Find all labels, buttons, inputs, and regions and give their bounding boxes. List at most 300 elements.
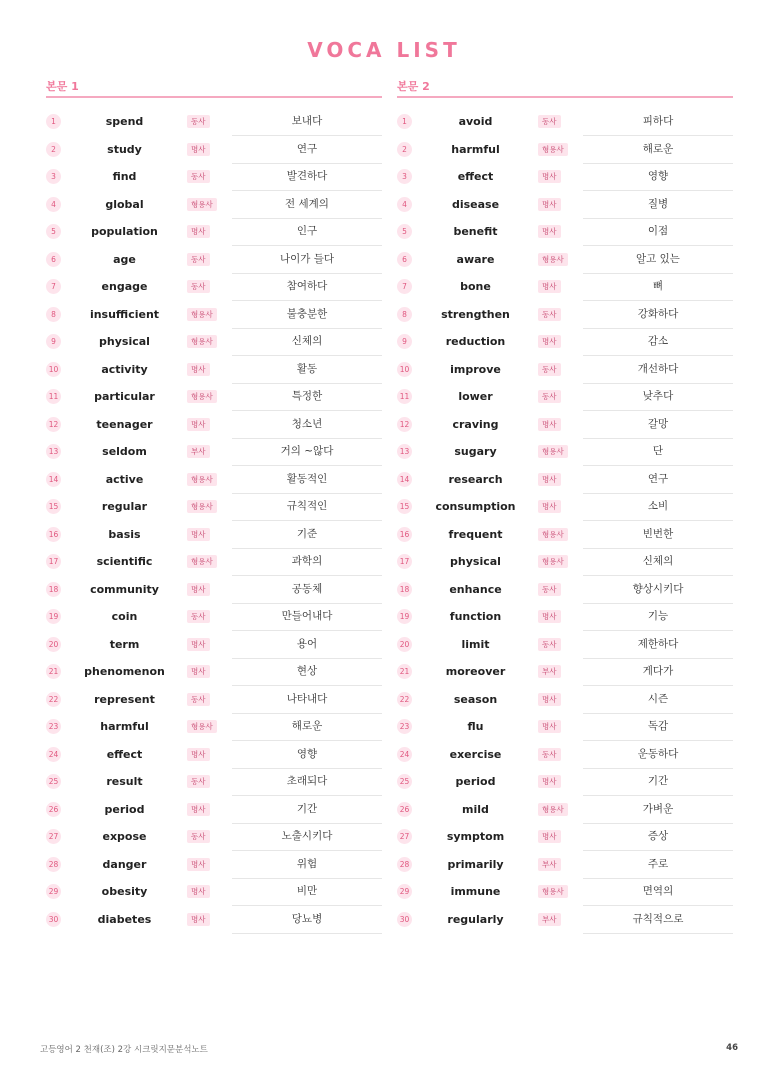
- part-of-speech-badge: 동사: [538, 748, 561, 761]
- vocab-meaning: 운동하다: [583, 741, 733, 769]
- vocab-row: [397, 906, 733, 934]
- part-of-speech-badge: 명사: [538, 500, 561, 513]
- vocab-word: disease: [451, 197, 500, 211]
- part-of-speech-badge: 형용사: [187, 308, 217, 321]
- part-of-speech-badge: 명사: [187, 583, 210, 596]
- vocab-meaning: 공동체: [232, 576, 382, 604]
- vocab-number: 20: [46, 637, 61, 652]
- vocab-row: [46, 246, 382, 274]
- vocab-word: danger: [102, 857, 147, 871]
- vocab-number: 4: [397, 197, 412, 212]
- vocab-meaning: 연구: [583, 466, 733, 494]
- vocab-number: 12: [46, 417, 61, 432]
- vocab-word: research: [448, 472, 503, 486]
- vocab-meaning: 나타내다: [232, 686, 382, 714]
- vocab-number: 23: [397, 719, 412, 734]
- vocab-word: spend: [105, 115, 144, 128]
- vocab-number: 17: [397, 554, 412, 569]
- vocab-number: 7: [46, 279, 61, 294]
- vocab-meaning: 초래되다: [232, 768, 382, 796]
- vocab-meaning: 활동적인: [232, 466, 382, 494]
- vocab-row: [46, 493, 382, 521]
- vocab-meaning: 시즌: [583, 686, 733, 714]
- vocab-number: 22: [397, 692, 412, 707]
- vocab-word: represent: [94, 692, 155, 706]
- vocab-number: 6: [46, 252, 61, 267]
- part-of-speech-badge: 명사: [187, 885, 210, 898]
- vocab-number: 1: [46, 114, 61, 129]
- vocab-word: aware: [456, 252, 495, 266]
- vocab-row: [46, 383, 382, 411]
- vocab-meaning: 강화하다: [583, 301, 733, 329]
- part-of-speech-badge: 동사: [187, 253, 210, 266]
- vocab-word: regularly: [447, 912, 504, 926]
- vocab-row: [397, 741, 733, 769]
- part-of-speech-badge: 형용사: [538, 253, 568, 266]
- vocab-number: 22: [46, 692, 61, 707]
- vocab-row: [397, 383, 733, 411]
- vocab-number: 4: [46, 197, 61, 212]
- part-of-speech-badge: 동사: [538, 638, 561, 651]
- vocab-row: [46, 631, 382, 659]
- vocab-meaning: 독감: [583, 713, 733, 741]
- vocab-number: 16: [397, 527, 412, 542]
- vocab-row: [46, 108, 382, 136]
- vocab-row: [397, 466, 733, 494]
- vocab-meaning: 피하다: [583, 108, 733, 136]
- vocab-row: [397, 493, 733, 521]
- vocab-word: teenager: [96, 417, 153, 431]
- vocab-word: activity: [101, 362, 148, 376]
- vocab-word: primarily: [447, 857, 504, 871]
- vocab-row: [397, 576, 733, 604]
- vocab-number: 9: [397, 334, 412, 349]
- vocab-meaning: 면역의: [583, 878, 733, 906]
- vocab-word: insufficient: [89, 307, 160, 321]
- part-of-speech-badge: 명사: [187, 528, 210, 541]
- vocab-row: [397, 713, 733, 741]
- vocab-row: [397, 191, 733, 219]
- vocab-word: strengthen: [441, 307, 510, 321]
- vocab-word: phenomenon: [84, 665, 165, 678]
- vocab-row: [46, 163, 382, 191]
- part-of-speech-badge: 명사: [187, 913, 210, 926]
- vocab-meaning: 특정한: [232, 383, 382, 411]
- vocab-row: [397, 851, 733, 879]
- vocab-word: benefit: [453, 225, 498, 238]
- vocab-row: [46, 356, 382, 384]
- part-of-speech-badge: 명사: [538, 225, 561, 238]
- vocab-number: 24: [46, 747, 61, 762]
- vocab-row: [397, 796, 733, 824]
- part-of-speech-badge: 형용사: [187, 555, 217, 568]
- vocab-word: period: [455, 775, 496, 788]
- vocab-row: [46, 191, 382, 219]
- vocab-word: immune: [450, 885, 501, 898]
- part-of-speech-badge: 명사: [538, 720, 561, 733]
- vocab-row: [46, 603, 382, 631]
- vocab-meaning: 질병: [583, 191, 733, 219]
- vocab-meaning: 향상시키다: [583, 576, 733, 604]
- vocab-row: [46, 658, 382, 686]
- vocab-number: 15: [397, 499, 412, 514]
- vocab-number: 29: [397, 884, 412, 899]
- vocab-number: 19: [397, 609, 412, 624]
- vocab-meaning: 비만: [232, 878, 382, 906]
- part-of-speech-badge: 명사: [538, 693, 561, 706]
- vocab-meaning: 기간: [583, 768, 733, 796]
- vocab-row: [46, 713, 382, 741]
- vocab-word: flu: [467, 720, 484, 733]
- vocab-meaning: 게다가: [583, 658, 733, 686]
- footer-book-title: 고등영어 2 천재(조) 2강 시크릿지문분석노트: [40, 1045, 208, 1055]
- vocab-word: physical: [450, 555, 501, 568]
- vocab-word: exercise: [449, 747, 502, 761]
- part-of-speech-badge: 형용사: [538, 143, 568, 156]
- vocab-row: [397, 411, 733, 439]
- part-of-speech-badge: 명사: [538, 280, 561, 293]
- vocab-word: scientific: [96, 555, 153, 568]
- part-of-speech-badge: 동사: [538, 390, 561, 403]
- vocab-word: consumption: [435, 500, 516, 513]
- vocab-meaning: 낮추다: [583, 383, 733, 411]
- vocab-row: [46, 273, 382, 301]
- vocab-row: [46, 301, 382, 329]
- vocab-row: [46, 576, 382, 604]
- vocab-meaning: 나이가 들다: [232, 246, 382, 274]
- vocab-number: 5: [397, 224, 412, 239]
- vocab-row: [46, 411, 382, 439]
- vocab-word: physical: [99, 335, 150, 348]
- part-of-speech-badge: 형용사: [187, 198, 217, 211]
- vocab-number: 18: [397, 582, 412, 597]
- vocab-meaning: 이점: [583, 218, 733, 246]
- vocab-meaning: 청소년: [232, 411, 382, 439]
- vocab-word: age: [113, 252, 136, 266]
- vocab-meaning: 주로: [583, 851, 733, 879]
- vocab-meaning: 제한하다: [583, 631, 733, 659]
- vocab-row: [46, 548, 382, 576]
- vocab-number: 13: [397, 444, 412, 459]
- vocab-number: 14: [397, 472, 412, 487]
- vocab-meaning: 인구: [232, 218, 382, 246]
- vocab-meaning: 전 세계의: [232, 191, 382, 219]
- vocab-number: 26: [397, 802, 412, 817]
- vocab-word: find: [112, 170, 137, 183]
- vocab-row: [46, 521, 382, 549]
- vocab-row: [46, 878, 382, 906]
- vocab-row: [397, 246, 733, 274]
- vocab-row: [46, 741, 382, 769]
- vocab-number: 10: [46, 362, 61, 377]
- vocab-word: global: [105, 197, 144, 211]
- vocab-number: 17: [46, 554, 61, 569]
- part-of-speech-badge: 부사: [187, 445, 210, 458]
- section-divider: [397, 96, 733, 98]
- part-of-speech-badge: 명사: [187, 858, 210, 871]
- vocab-number: 27: [397, 829, 412, 844]
- part-of-speech-badge: 동사: [187, 610, 210, 623]
- part-of-speech-badge: 부사: [538, 665, 561, 678]
- vocab-meaning: 신체의: [583, 548, 733, 576]
- vocab-word: season: [453, 692, 498, 706]
- vocab-row: [46, 218, 382, 246]
- vocab-number: 9: [46, 334, 61, 349]
- vocab-word: reduction: [445, 335, 506, 348]
- part-of-speech-badge: 형용사: [538, 555, 568, 568]
- part-of-speech-badge: 명사: [187, 638, 210, 651]
- vocab-number: 13: [46, 444, 61, 459]
- vocab-number: 21: [397, 664, 412, 679]
- part-of-speech-badge: 명사: [538, 198, 561, 211]
- vocab-word: effect: [106, 747, 143, 761]
- vocab-number: 11: [397, 389, 412, 404]
- vocab-word: symptom: [446, 830, 505, 843]
- vocab-number: 29: [46, 884, 61, 899]
- vocab-row: [397, 108, 733, 136]
- vocab-word: result: [106, 775, 143, 788]
- vocab-number: 24: [397, 747, 412, 762]
- vocab-meaning: 갈망: [583, 411, 733, 439]
- vocab-row: [46, 768, 382, 796]
- part-of-speech-badge: 명사: [187, 363, 210, 376]
- vocab-number: 6: [397, 252, 412, 267]
- part-of-speech-badge: 형용사: [187, 335, 217, 348]
- section-1: [46, 79, 382, 933]
- part-of-speech-badge: 동사: [538, 363, 561, 376]
- vocab-number: 30: [46, 912, 61, 927]
- vocab-number: 2: [397, 142, 412, 157]
- part-of-speech-badge: 명사: [538, 473, 561, 486]
- vocab-word: mild: [462, 802, 489, 816]
- vocab-meaning: 기준: [232, 521, 382, 549]
- vocab-row: [46, 438, 382, 466]
- vocab-row: [46, 823, 382, 851]
- part-of-speech-badge: 형용사: [187, 390, 217, 403]
- vocab-meaning: 뼈: [583, 273, 733, 301]
- vocab-number: 30: [397, 912, 412, 927]
- vocab-meaning: 과학의: [232, 548, 382, 576]
- vocab-number: 27: [46, 829, 61, 844]
- vocab-number: 3: [397, 169, 412, 184]
- part-of-speech-badge: 명사: [538, 830, 561, 843]
- part-of-speech-badge: 부사: [538, 858, 561, 871]
- vocab-meaning: 기능: [583, 603, 733, 631]
- vocab-word: term: [109, 637, 140, 651]
- part-of-speech-badge: 동사: [187, 830, 210, 843]
- vocab-meaning: 개선하다: [583, 356, 733, 384]
- vocab-word: community: [90, 582, 159, 596]
- vocab-meaning: 빈번한: [583, 521, 733, 549]
- vocab-number: 14: [46, 472, 61, 487]
- part-of-speech-badge: 명사: [538, 170, 561, 183]
- section-heading: 본문 2: [397, 80, 430, 93]
- vocab-row: [397, 218, 733, 246]
- part-of-speech-badge: 명사: [538, 610, 561, 623]
- vocab-word: function: [449, 610, 502, 623]
- vocab-number: 11: [46, 389, 61, 404]
- vocab-meaning: 신체의: [232, 328, 382, 356]
- vocab-row: [397, 136, 733, 164]
- part-of-speech-badge: 명사: [538, 335, 561, 348]
- vocab-word: improve: [450, 362, 501, 376]
- vocab-row: [397, 328, 733, 356]
- vocab-word: diabetes: [97, 912, 152, 926]
- vocab-meaning: 알고 있는: [583, 246, 733, 274]
- part-of-speech-badge: 동사: [187, 693, 210, 706]
- vocab-meaning: 현상: [232, 658, 382, 686]
- vocab-row: [397, 823, 733, 851]
- vocab-number: 15: [46, 499, 61, 514]
- vocab-number: 23: [46, 719, 61, 734]
- vocab-word: coin: [111, 610, 138, 623]
- vocab-word: expose: [102, 830, 147, 843]
- part-of-speech-badge: 형용사: [538, 528, 568, 541]
- vocab-word: seldom: [102, 445, 147, 458]
- part-of-speech-badge: 형용사: [538, 445, 568, 458]
- part-of-speech-badge: 명사: [187, 418, 210, 431]
- vocab-list: [46, 108, 382, 933]
- vocab-word: frequent: [448, 527, 503, 541]
- vocab-row: [46, 796, 382, 824]
- vocab-number: 21: [46, 664, 61, 679]
- vocab-number: 3: [46, 169, 61, 184]
- vocab-word: period: [104, 802, 145, 816]
- vocab-word: moreover: [445, 665, 506, 678]
- vocab-number: 2: [46, 142, 61, 157]
- vocab-word: regular: [101, 500, 148, 513]
- part-of-speech-badge: 명사: [538, 775, 561, 788]
- vocab-word: lower: [458, 390, 493, 403]
- vocab-number: 10: [397, 362, 412, 377]
- vocab-meaning: 증상: [583, 823, 733, 851]
- vocab-word: harmful: [100, 720, 149, 733]
- vocab-row: [397, 273, 733, 301]
- vocab-number: 5: [46, 224, 61, 239]
- vocab-row: [397, 548, 733, 576]
- part-of-speech-badge: 동사: [187, 775, 210, 788]
- vocab-meaning: 영향: [583, 163, 733, 191]
- vocab-number: 25: [46, 774, 61, 789]
- vocab-word: bone: [460, 280, 491, 293]
- part-of-speech-badge: 동사: [538, 308, 561, 321]
- vocab-meaning: 당뇨병: [232, 906, 382, 934]
- vocab-row: [46, 851, 382, 879]
- vocab-row: [46, 686, 382, 714]
- vocab-row: [397, 438, 733, 466]
- vocab-row: [397, 356, 733, 384]
- vocab-meaning: 영향: [232, 741, 382, 769]
- section-heading: 본문 1: [46, 80, 79, 93]
- vocab-meaning: 단: [583, 438, 733, 466]
- vocab-word: particular: [94, 390, 155, 403]
- part-of-speech-badge: 부사: [538, 913, 561, 926]
- vocab-number: 26: [46, 802, 61, 817]
- page-number: 46: [726, 1043, 738, 1053]
- vocab-meaning: 용어: [232, 631, 382, 659]
- vocab-meaning: 규칙적인: [232, 493, 382, 521]
- vocab-meaning: 해로운: [232, 713, 382, 741]
- vocab-meaning: 기간: [232, 796, 382, 824]
- vocab-meaning: 거의 ~않다: [232, 438, 382, 466]
- vocab-row: [397, 658, 733, 686]
- vocab-number: 8: [397, 307, 412, 322]
- vocab-meaning: 불충분한: [232, 301, 382, 329]
- vocab-row: [397, 301, 733, 329]
- vocab-word: limit: [461, 637, 490, 651]
- part-of-speech-badge: 동사: [187, 170, 210, 183]
- vocab-word: effect: [457, 170, 494, 183]
- vocab-word: avoid: [458, 115, 493, 128]
- vocab-row: [397, 631, 733, 659]
- vocab-meaning: 해로운: [583, 136, 733, 164]
- vocab-meaning: 규칙적으로: [583, 906, 733, 934]
- part-of-speech-badge: 명사: [187, 143, 210, 156]
- vocab-number: 7: [397, 279, 412, 294]
- vocab-number: 18: [46, 582, 61, 597]
- vocab-word: population: [91, 225, 158, 238]
- vocab-meaning: 만들어내다: [232, 603, 382, 631]
- vocab-list: [397, 108, 733, 933]
- vocab-word: sugary: [454, 445, 497, 458]
- vocab-row: [46, 906, 382, 934]
- vocab-meaning: 연구: [232, 136, 382, 164]
- vocab-word: study: [107, 142, 142, 156]
- vocab-number: 19: [46, 609, 61, 624]
- section-2: [397, 79, 733, 933]
- part-of-speech-badge: 형용사: [187, 720, 217, 733]
- vocab-word: obesity: [101, 885, 148, 898]
- part-of-speech-badge: 형용사: [187, 500, 217, 513]
- vocab-row: [46, 328, 382, 356]
- vocab-word: engage: [101, 280, 148, 293]
- section-divider: [46, 96, 382, 98]
- vocab-row: [397, 878, 733, 906]
- part-of-speech-badge: 동사: [187, 115, 210, 128]
- part-of-speech-badge: 동사: [187, 280, 210, 293]
- part-of-speech-badge: 명사: [538, 418, 561, 431]
- part-of-speech-badge: 명사: [187, 803, 210, 816]
- vocab-word: craving: [452, 417, 499, 431]
- vocab-number: 28: [397, 857, 412, 872]
- vocab-row: [46, 136, 382, 164]
- part-of-speech-badge: 동사: [538, 115, 561, 128]
- vocab-word: harmful: [451, 142, 500, 156]
- vocab-word: enhance: [449, 582, 502, 596]
- vocab-row: [397, 686, 733, 714]
- vocab-number: 1: [397, 114, 412, 129]
- part-of-speech-badge: 형용사: [538, 803, 568, 816]
- vocab-meaning: 위험: [232, 851, 382, 879]
- vocab-meaning: 발견하다: [232, 163, 382, 191]
- part-of-speech-badge: 형용사: [538, 885, 568, 898]
- vocab-number: 20: [397, 637, 412, 652]
- vocab-number: 16: [46, 527, 61, 542]
- vocab-number: 8: [46, 307, 61, 322]
- vocab-row: [397, 768, 733, 796]
- vocab-meaning: 감소: [583, 328, 733, 356]
- vocab-meaning: 보내다: [232, 108, 382, 136]
- vocab-meaning: 노출시키다: [232, 823, 382, 851]
- vocab-number: 12: [397, 417, 412, 432]
- vocab-row: [46, 466, 382, 494]
- part-of-speech-badge: 명사: [187, 748, 210, 761]
- vocab-meaning: 활동: [232, 356, 382, 384]
- vocab-number: 25: [397, 774, 412, 789]
- page-title: VOCA LIST: [307, 38, 461, 62]
- part-of-speech-badge: 명사: [187, 665, 210, 678]
- vocab-word: basis: [108, 527, 141, 541]
